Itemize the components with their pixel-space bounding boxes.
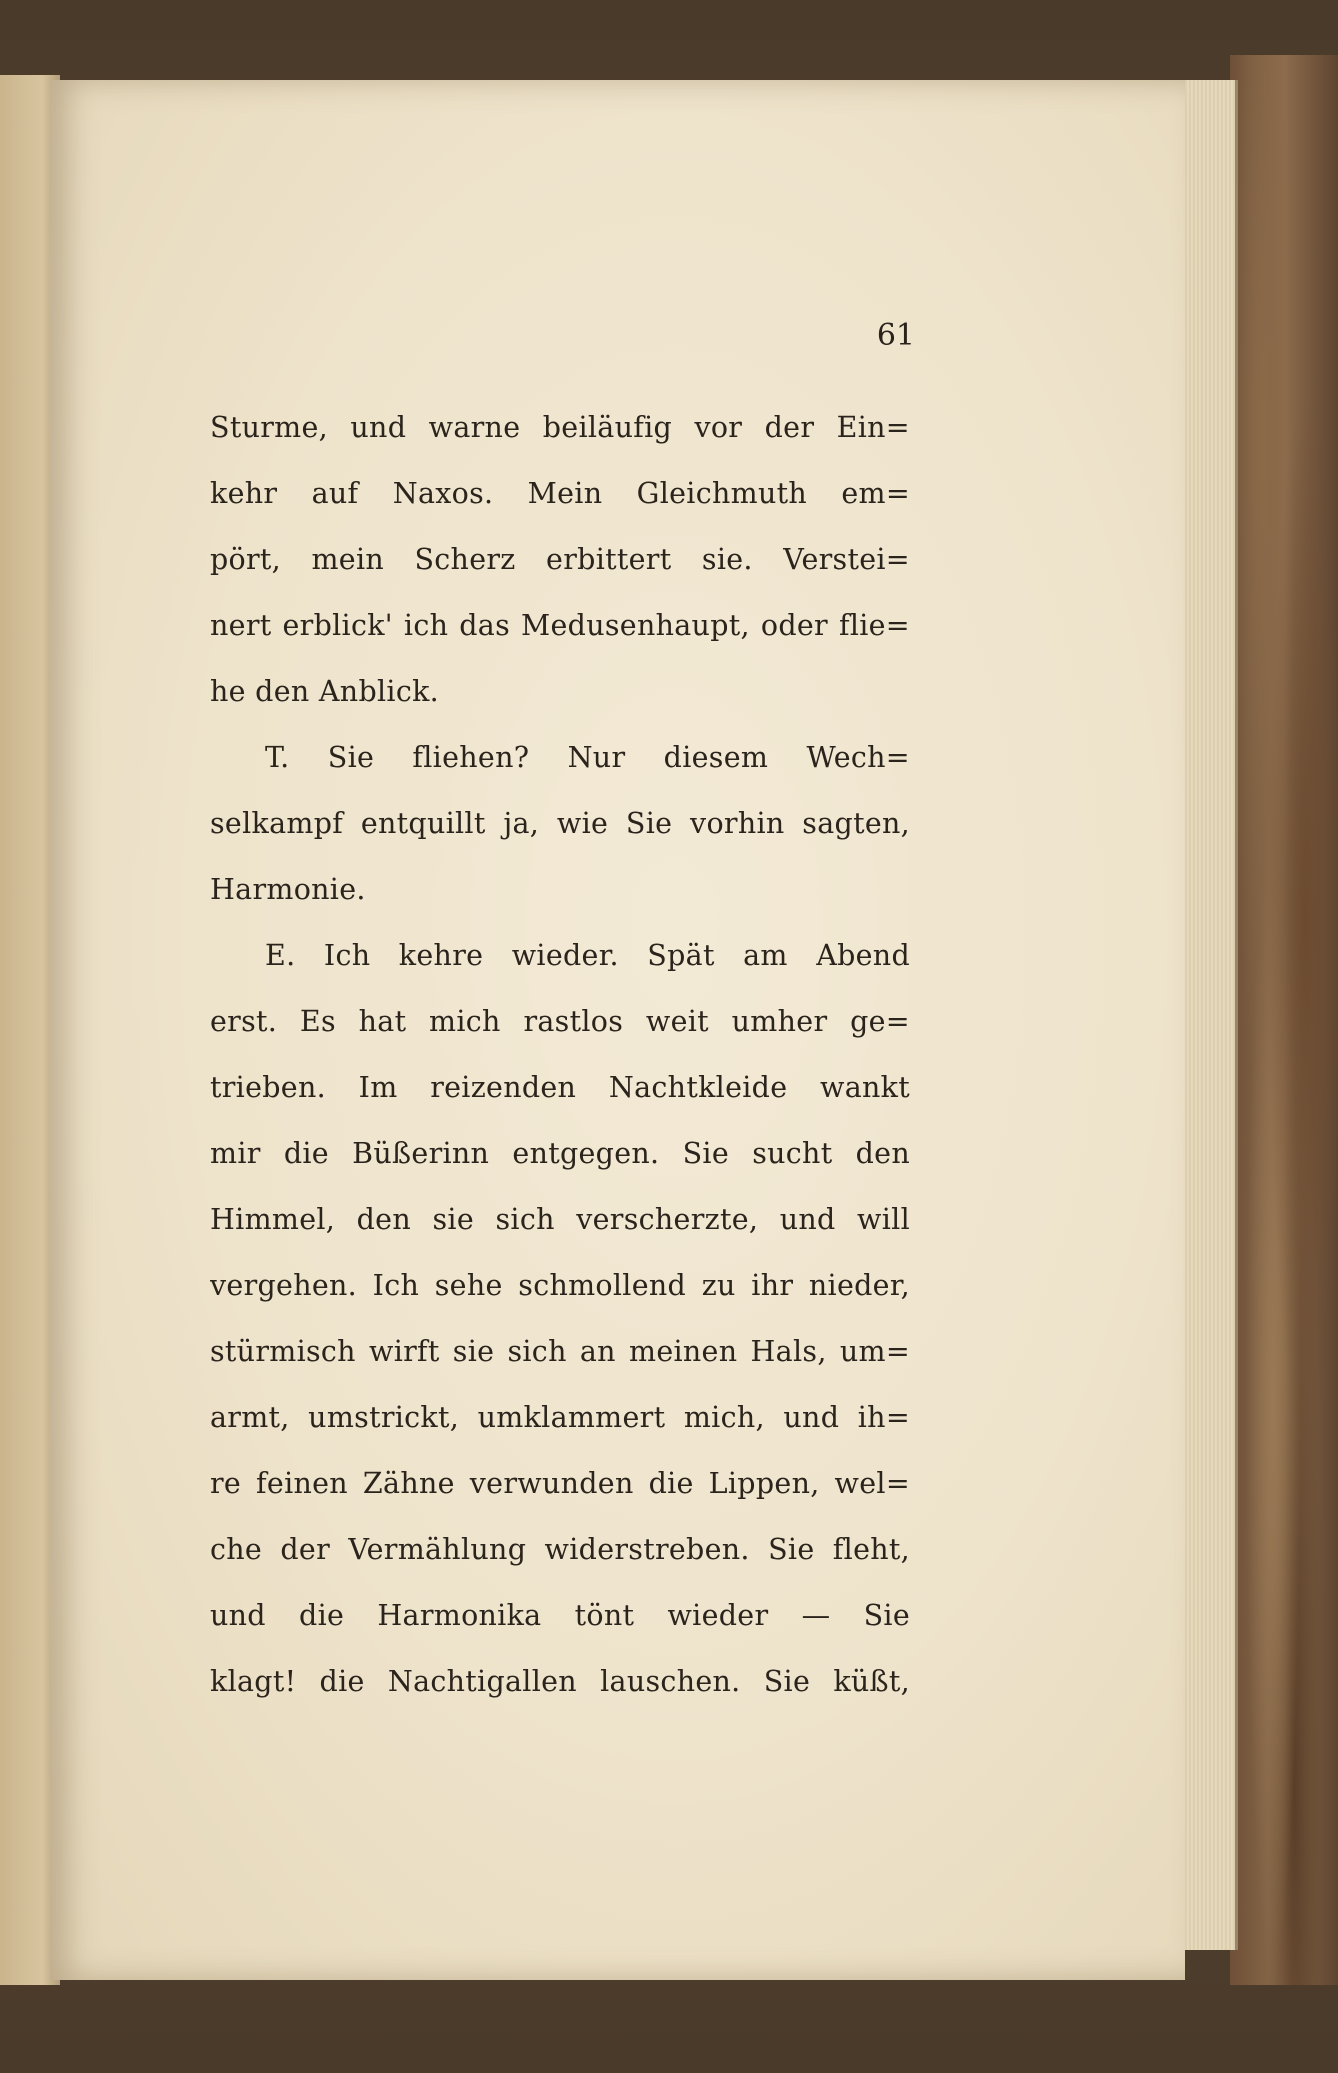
page-edges (1180, 80, 1238, 1950)
page-number: 61 (876, 318, 915, 353)
text-line: erst. Es hat mich rastlos weit umher ge= (210, 1005, 910, 1038)
text-line: mir die Büßerinn entgegen. Sie sucht den (210, 1137, 910, 1170)
text-line: che der Vermählung widerstreben. Sie fleht, (210, 1533, 910, 1566)
text-line: und die Harmonika tönt wieder — Sie (210, 1599, 910, 1632)
marbled-cover (1230, 55, 1338, 1985)
text-line: pört, mein Scherz erbittert sie. Verstei= (210, 543, 910, 576)
text-line: selkampf entquillt ja, wie Sie vorhin sagten, (210, 807, 910, 840)
text-line: armt, umstrickt, umklammert mich, und ih= (210, 1401, 910, 1434)
text-line: T. Sie fliehen? Nur diesem Wech= (265, 741, 910, 774)
text-line: kehr auf Naxos. Mein Gleichmuth em= (210, 477, 910, 510)
text-line: Sturme, und warne beiläufig vor der Ein= (210, 411, 910, 444)
text-line: he den Anblick. (210, 675, 440, 708)
text-line: trieben. Im reizenden Nachtkleide wankt (210, 1071, 910, 1104)
text-line: stürmisch wirft sie sich an meinen Hals, um= (210, 1335, 910, 1368)
text-line: re feinen Zähne verwunden die Lippen, wel= (210, 1467, 910, 1500)
text-line: E. Ich kehre wieder. Spät am Abend (265, 939, 910, 972)
text-line: klagt! die Nachtigallen lauschen. Sie küßt, (210, 1665, 910, 1698)
text-line: Himmel, den sie sich verscherzte, und will (210, 1203, 910, 1236)
body-text (210, 395, 910, 1715)
text-line: nert erblick' ich das Medusenhaupt, oder flie= (210, 609, 910, 642)
text-line: vergehen. Ich sehe schmollend zu ihr nieder, (210, 1269, 910, 1302)
text-line: Harmonie. (210, 873, 366, 906)
